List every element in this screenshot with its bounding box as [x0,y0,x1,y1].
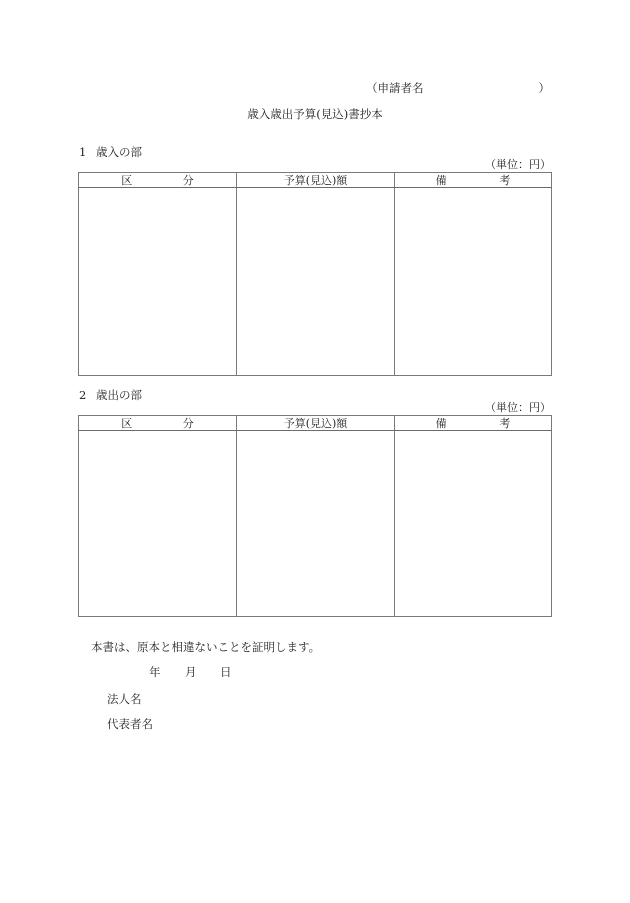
column-header-category: 区 分 [79,416,237,431]
table-row [79,188,552,376]
cell-category[interactable] [79,188,237,376]
cell-remarks[interactable] [395,431,552,617]
table-header-row [79,173,552,188]
table-row [79,431,552,617]
date-day-label: 日 [220,665,232,679]
applicant-name-close-paren: ） [538,81,550,95]
section-number: 2 [79,388,87,402]
certification-statement: 本書は、原本と相違ないことを証明します。 [91,640,321,654]
cell-budget-amount[interactable] [237,431,395,617]
section-number: 1 [79,145,87,159]
table-header-row [79,416,552,431]
section-title: 歳入の部 [96,145,142,159]
section-title: 歳出の部 [96,388,142,402]
date-year-label: 年 [149,665,161,679]
representative-name-label: 代表者名 [107,717,153,731]
section-heading-revenue [79,145,142,159]
applicant-name-field [366,81,552,95]
cell-category[interactable] [79,431,237,617]
revenue-table [78,172,552,376]
cell-remarks[interactable] [395,188,552,376]
column-header-remarks: 備 考 [395,416,552,431]
date-month-label: 月 [185,665,197,679]
unit-label-expenditure: （単位：円） [485,401,551,414]
applicant-name-label: （申請者名 [366,81,424,95]
column-header-category: 区 分 [79,173,237,188]
column-header-budget-amount: 予算(見込)額 [237,416,395,431]
cell-budget-amount[interactable] [237,188,395,376]
unit-label-revenue: （単位：円） [485,158,551,171]
certification-date [149,665,232,679]
column-header-budget-amount: 予算(見込)額 [237,173,395,188]
expenditure-table [78,415,552,617]
corporation-name-label: 法人名 [107,692,142,706]
column-header-remarks: 備 考 [395,173,552,188]
document-title: 歳入歳出予算(見込)書抄本 [247,107,383,121]
section-heading-expenditure [79,388,142,402]
